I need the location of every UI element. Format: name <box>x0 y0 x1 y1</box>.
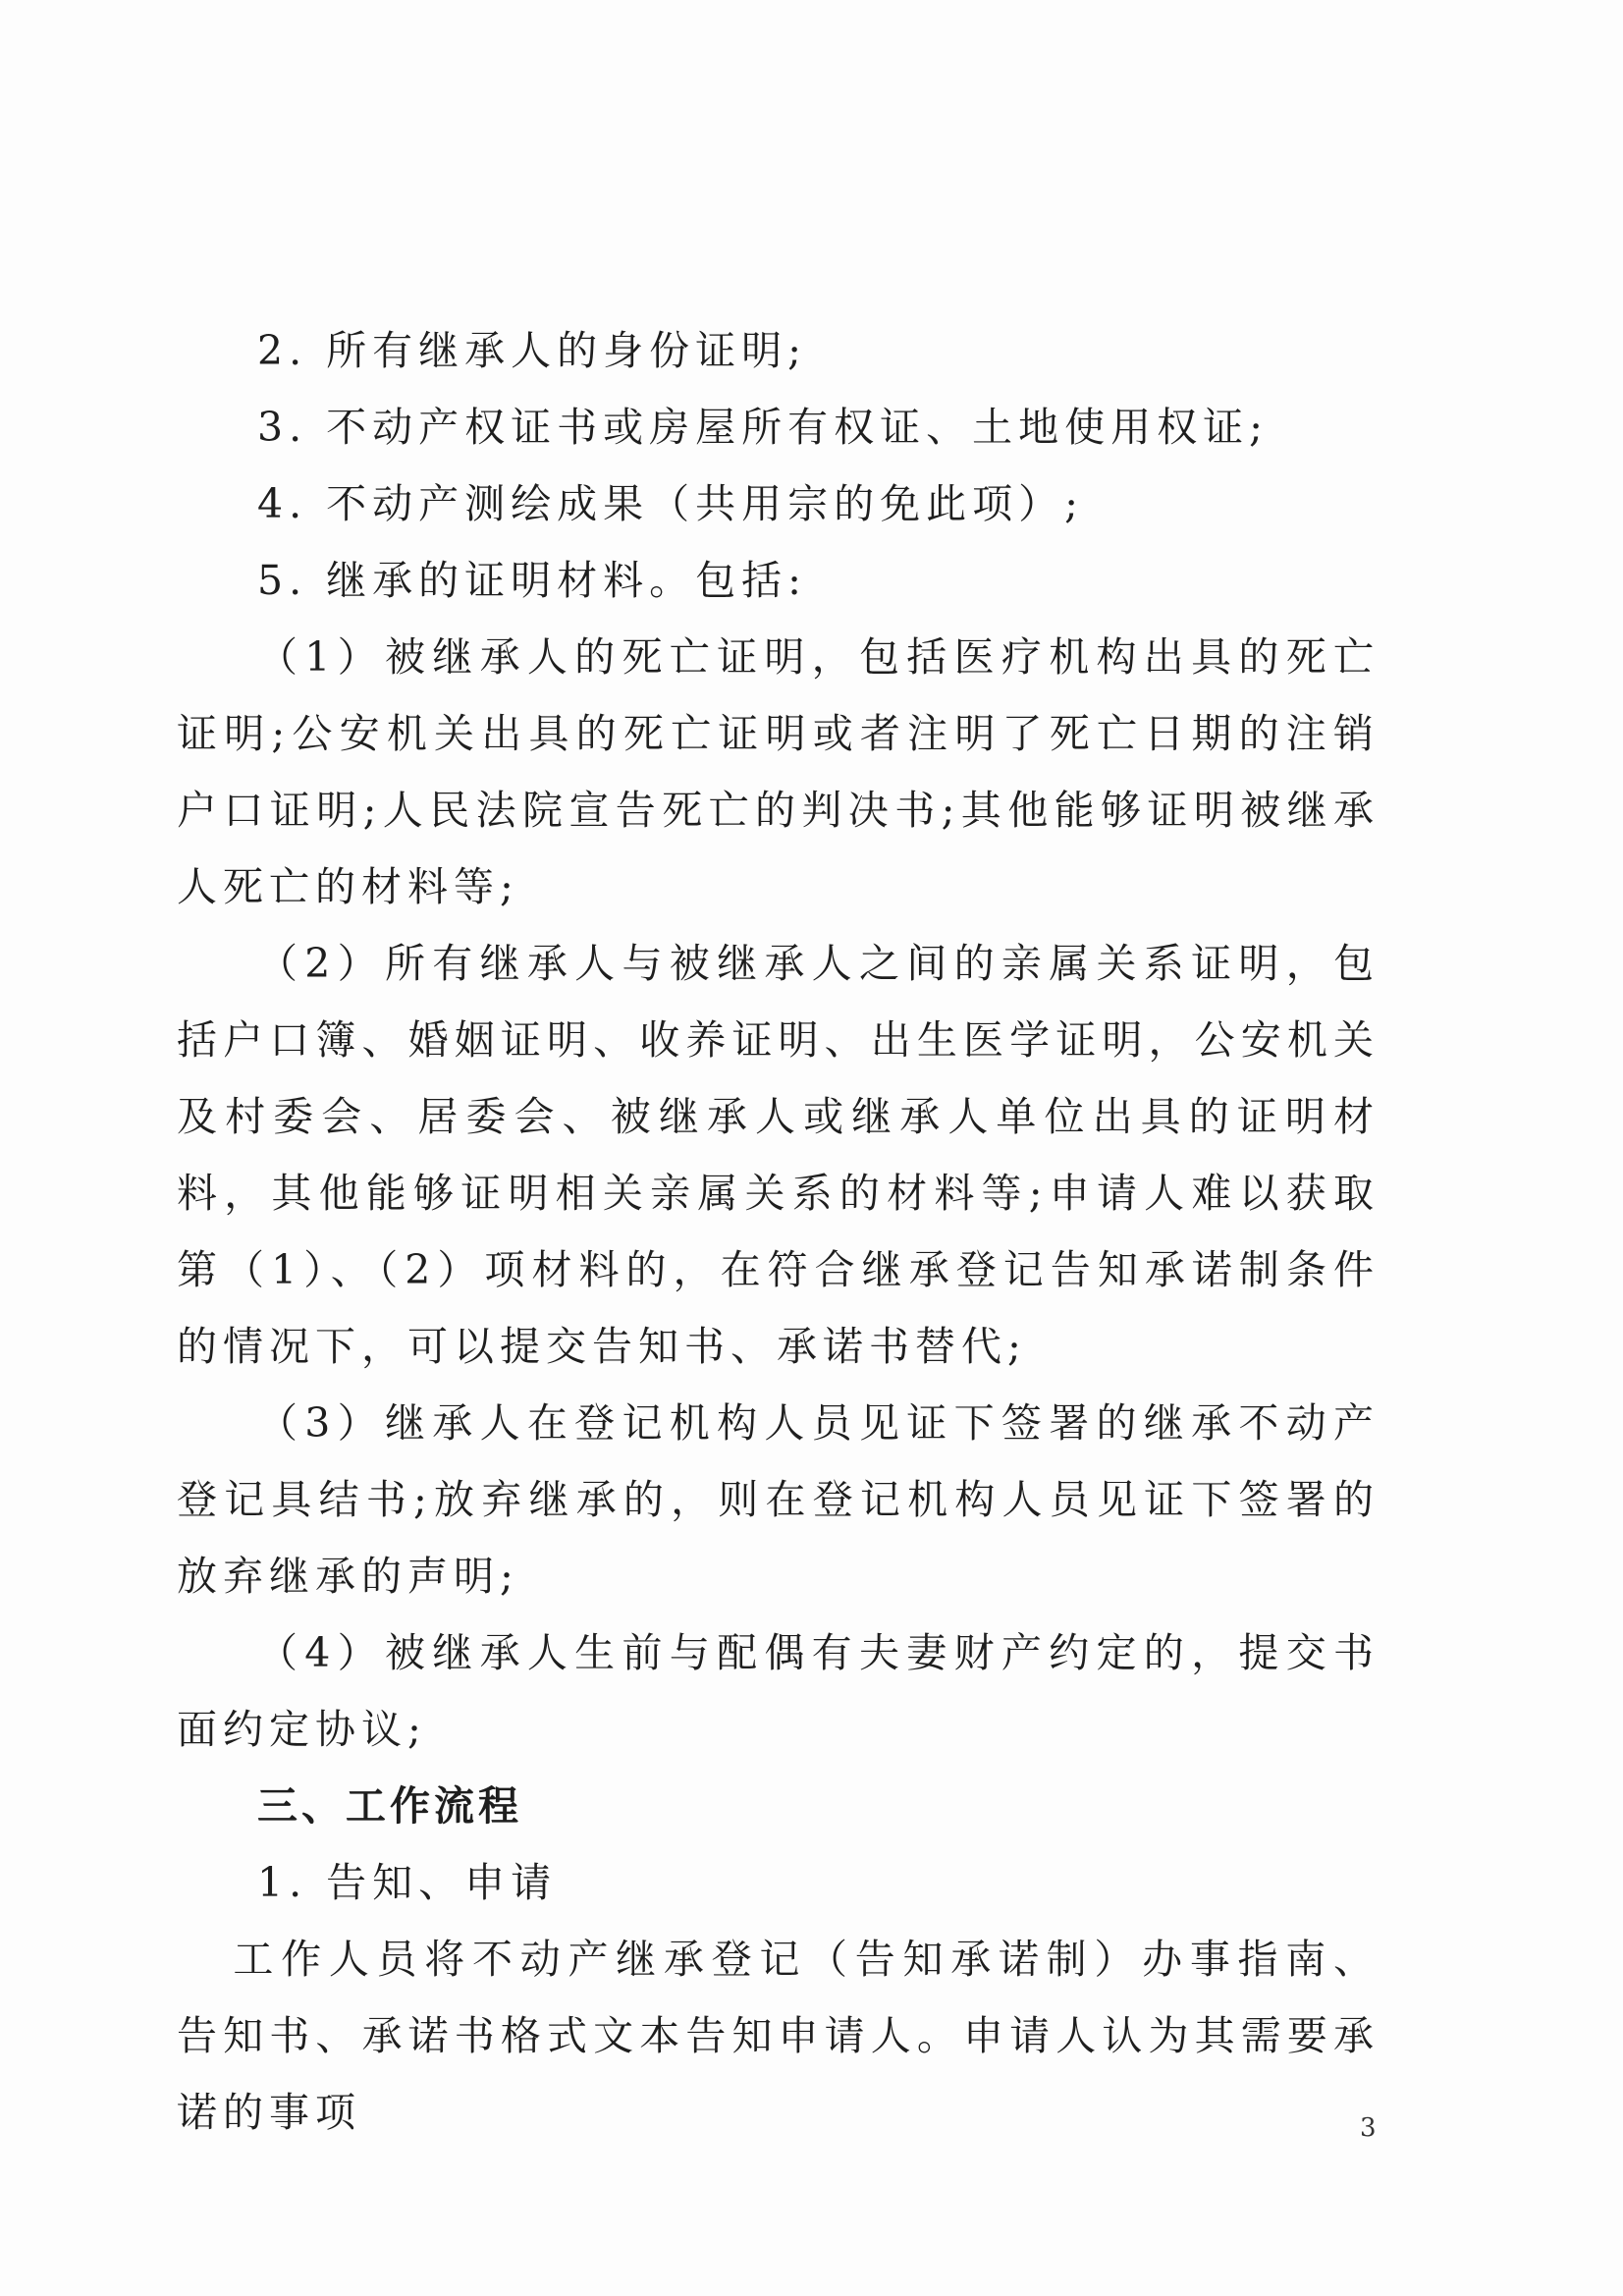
step-paragraph: 工作人员将不动产继承登记（告知承诺制）办事指南、告知书、承诺书格式文本告知申请人。申请人认为其需要承诺的事项 <box>177 1936 1380 2136</box>
sub-item-undertaking: （3）继承人在登记机构人员见证下签署的继承不动产登记具结书;放弃继承的，则在登记机构人员见证下签署的放弃继承的声明; <box>177 1399 1380 1600</box>
sub-item-marital-agreement: （4）被继承人生前与配偶有夫妻财产约定的，提交书面约定协议; <box>177 1629 1380 1753</box>
step-heading: 1. 告知、申请 <box>257 1859 558 1906</box>
list-item-inheritance-proof: 5. 继承的证明材料。包括: <box>257 557 807 604</box>
document-body <box>177 312 1380 2151</box>
list-item-property-certificate: 3. 不动产权证书或房屋所有权证、土地使用权证; <box>257 404 1269 451</box>
sub-item-kinship-proof: （2）所有继承人与被继承人之间的亲属关系证明，包括户口簿、婚姻证明、收养证明、出生医学证明，公安机关及村委会、居委会、被继承人或继承人单位出具的证明材料，其他能够证明相关亲属关系的材料等;申请人难以获取第（1）、（2）项材料的，在符合继承登记告知承诺制条件的情况下，可以提交告知书、承诺书替代; <box>177 940 1380 1370</box>
section-heading: 三、工作流程 <box>257 1782 522 1830</box>
list-item-survey-results: 4. 不动产测绘成果（共用宗的免此项）; <box>257 480 1084 527</box>
page-number: 3 <box>1360 2113 1377 2143</box>
sub-item-death-certificate: （1）被继承人的死亡证明，包括医疗机构出具的死亡证明;公安机关出具的死亡证明或者注明了死亡日期的注销户口证明;人民法院宣告死亡的判决书;其他能够证明被继承人死亡的材料等; <box>177 633 1380 910</box>
list-item-identity-proof: 2. 所有继承人的身份证明; <box>257 327 807 374</box>
